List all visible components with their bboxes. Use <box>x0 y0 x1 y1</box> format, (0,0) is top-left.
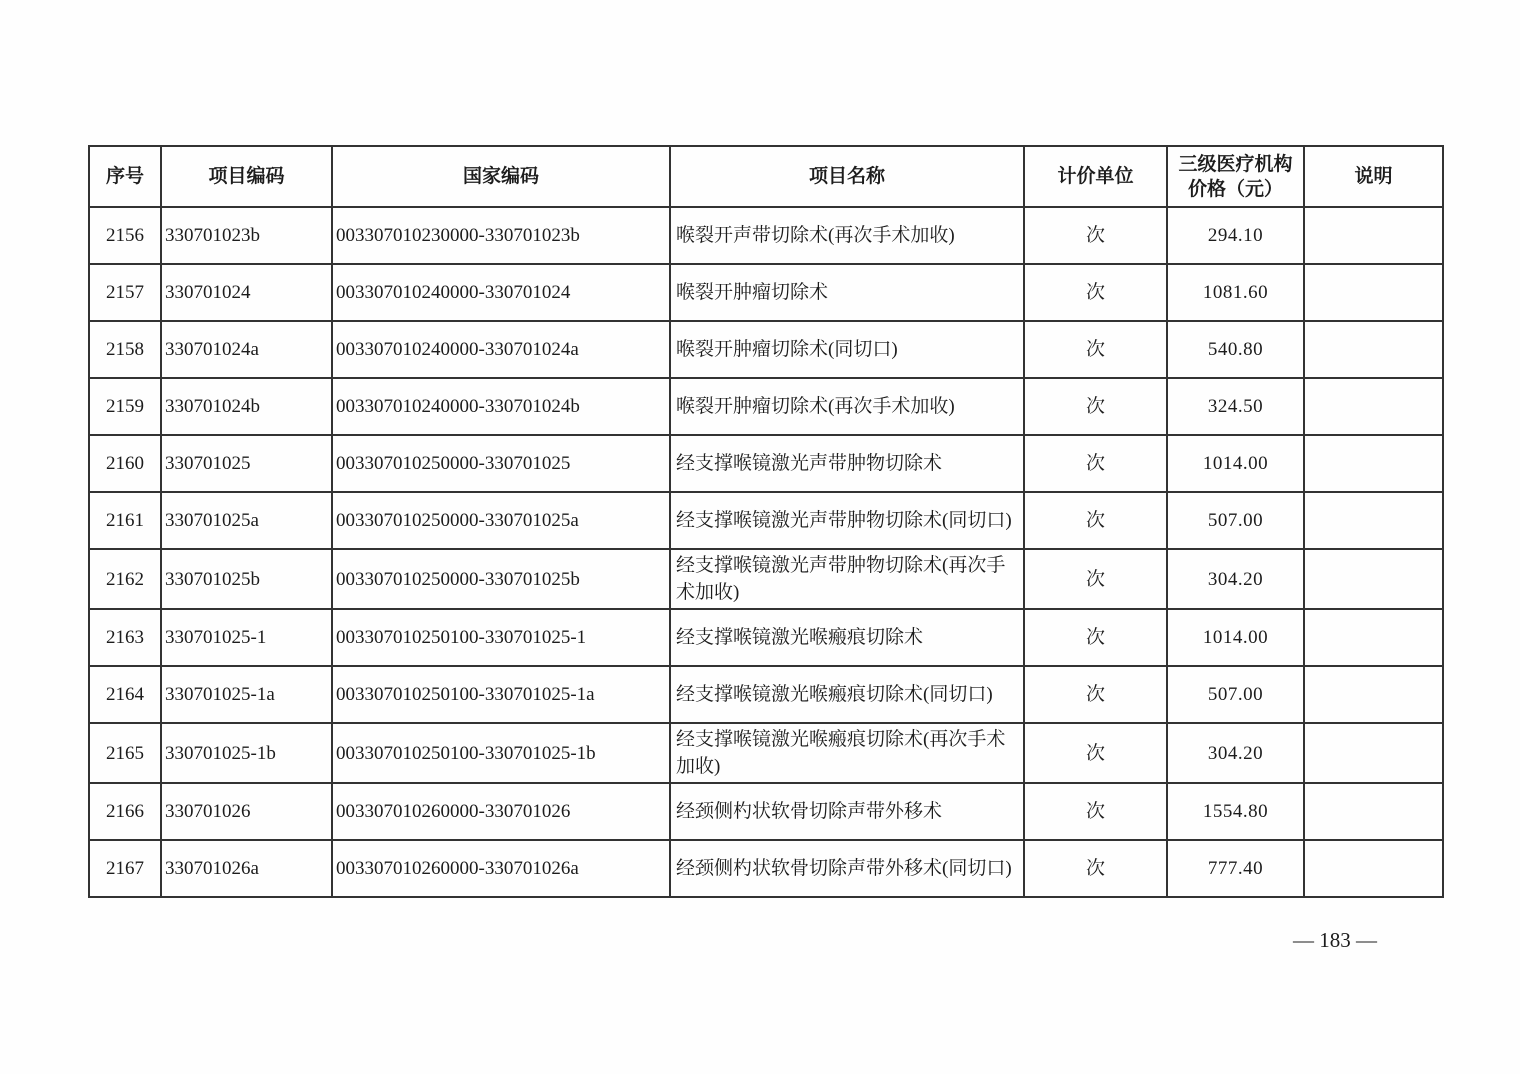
cell-note <box>1304 840 1443 897</box>
cell-note <box>1304 435 1443 492</box>
cell-price: 540.80 <box>1167 321 1304 378</box>
table-row <box>89 492 1443 549</box>
column-header-price: 三级医疗机构价格（元） <box>1167 146 1304 207</box>
cell-national-code: 003307010230000-330701023b <box>332 207 670 264</box>
cell-unit: 次 <box>1024 321 1167 378</box>
cell-project-name: 喉裂开声带切除术(再次手术加收) <box>670 207 1024 264</box>
cell-price: 1014.00 <box>1167 609 1304 666</box>
column-header-national-code: 国家编码 <box>332 146 670 207</box>
column-header-unit: 计价单位 <box>1024 146 1167 207</box>
cell-national-code: 003307010260000-330701026a <box>332 840 670 897</box>
table-row <box>89 840 1443 897</box>
cell-unit: 次 <box>1024 609 1167 666</box>
cell-national-code: 003307010250000-330701025a <box>332 492 670 549</box>
cell-unit: 次 <box>1024 549 1167 609</box>
cell-project-name: 经支撑喉镜激光声带肿物切除术(同切口) <box>670 492 1024 549</box>
cell-note <box>1304 492 1443 549</box>
cell-project-code: 330701024a <box>161 321 332 378</box>
cell-project-code: 330701025-1b <box>161 723 332 783</box>
table-row <box>89 549 1443 609</box>
cell-national-code: 003307010250000-330701025 <box>332 435 670 492</box>
cell-project-name: 喉裂开肿瘤切除术 <box>670 264 1024 321</box>
cell-note <box>1304 723 1443 783</box>
column-header-project-code: 项目编码 <box>161 146 332 207</box>
cell-unit: 次 <box>1024 723 1167 783</box>
cell-unit: 次 <box>1024 435 1167 492</box>
cell-unit: 次 <box>1024 783 1167 840</box>
table-row <box>89 609 1443 666</box>
cell-project-code: 330701025a <box>161 492 332 549</box>
cell-unit: 次 <box>1024 378 1167 435</box>
cell-unit: 次 <box>1024 666 1167 723</box>
table-row <box>89 264 1443 321</box>
cell-project-name: 经支撑喉镜激光声带肿物切除术(再次手术加收) <box>670 549 1024 609</box>
cell-seq: 2163 <box>89 609 161 666</box>
cell-seq: 2157 <box>89 264 161 321</box>
cell-seq: 2167 <box>89 840 161 897</box>
cell-national-code: 003307010240000-330701024b <box>332 378 670 435</box>
table-row <box>89 378 1443 435</box>
cell-price: 507.00 <box>1167 492 1304 549</box>
cell-unit: 次 <box>1024 840 1167 897</box>
cell-project-code: 330701024 <box>161 264 332 321</box>
medical-price-table <box>88 145 1444 898</box>
table-body <box>89 207 1443 897</box>
column-header-project-name: 项目名称 <box>670 146 1024 207</box>
column-header-note: 说明 <box>1304 146 1443 207</box>
cell-note <box>1304 264 1443 321</box>
cell-unit: 次 <box>1024 207 1167 264</box>
cell-national-code: 003307010250100-330701025-1 <box>332 609 670 666</box>
cell-project-code: 330701026 <box>161 783 332 840</box>
cell-price: 1014.00 <box>1167 435 1304 492</box>
cell-price: 1081.60 <box>1167 264 1304 321</box>
header-row <box>89 146 1443 207</box>
cell-seq: 2156 <box>89 207 161 264</box>
cell-seq: 2161 <box>89 492 161 549</box>
cell-national-code: 003307010250100-330701025-1a <box>332 666 670 723</box>
cell-project-name: 喉裂开肿瘤切除术(再次手术加收) <box>670 378 1024 435</box>
cell-seq: 2158 <box>89 321 161 378</box>
cell-seq: 2166 <box>89 783 161 840</box>
cell-project-name: 经支撑喉镜激光喉瘢痕切除术(同切口) <box>670 666 1024 723</box>
cell-seq: 2160 <box>89 435 161 492</box>
cell-seq: 2162 <box>89 549 161 609</box>
cell-price: 1554.80 <box>1167 783 1304 840</box>
cell-note <box>1304 783 1443 840</box>
cell-note <box>1304 666 1443 723</box>
cell-price: 324.50 <box>1167 378 1304 435</box>
cell-national-code: 003307010250000-330701025b <box>332 549 670 609</box>
cell-national-code: 003307010250100-330701025-1b <box>332 723 670 783</box>
table-row <box>89 207 1443 264</box>
table-row <box>89 321 1443 378</box>
cell-national-code: 003307010240000-330701024a <box>332 321 670 378</box>
table-row <box>89 666 1443 723</box>
cell-price: 294.10 <box>1167 207 1304 264</box>
cell-project-name: 经颈侧杓状软骨切除声带外移术 <box>670 783 1024 840</box>
cell-note <box>1304 549 1443 609</box>
cell-national-code: 003307010260000-330701026 <box>332 783 670 840</box>
table-row <box>89 783 1443 840</box>
cell-note <box>1304 207 1443 264</box>
table-row <box>89 435 1443 492</box>
cell-unit: 次 <box>1024 264 1167 321</box>
cell-project-name: 经支撑喉镜激光声带肿物切除术 <box>670 435 1024 492</box>
cell-project-code: 330701025b <box>161 549 332 609</box>
table-row <box>89 723 1443 783</box>
cell-note <box>1304 378 1443 435</box>
table-header <box>89 146 1443 207</box>
cell-project-code: 330701025 <box>161 435 332 492</box>
cell-project-name: 经颈侧杓状软骨切除声带外移术(同切口) <box>670 840 1024 897</box>
cell-seq: 2165 <box>89 723 161 783</box>
cell-project-name: 经支撑喉镜激光喉瘢痕切除术(再次手术加收) <box>670 723 1024 783</box>
cell-project-name: 喉裂开肿瘤切除术(同切口) <box>670 321 1024 378</box>
cell-seq: 2159 <box>89 378 161 435</box>
cell-national-code: 003307010240000-330701024 <box>332 264 670 321</box>
cell-seq: 2164 <box>89 666 161 723</box>
cell-price: 777.40 <box>1167 840 1304 897</box>
cell-price: 507.00 <box>1167 666 1304 723</box>
column-header-seq: 序号 <box>89 146 161 207</box>
cell-project-code: 330701026a <box>161 840 332 897</box>
cell-price: 304.20 <box>1167 723 1304 783</box>
page-number: — 183 — <box>1293 928 1377 952</box>
cell-project-code: 330701024b <box>161 378 332 435</box>
cell-unit: 次 <box>1024 492 1167 549</box>
cell-project-code: 330701025-1 <box>161 609 332 666</box>
cell-note <box>1304 321 1443 378</box>
cell-note <box>1304 609 1443 666</box>
cell-price: 304.20 <box>1167 549 1304 609</box>
cell-project-code: 330701023b <box>161 207 332 264</box>
cell-project-name: 经支撑喉镜激光喉瘢痕切除术 <box>670 609 1024 666</box>
cell-project-code: 330701025-1a <box>161 666 332 723</box>
